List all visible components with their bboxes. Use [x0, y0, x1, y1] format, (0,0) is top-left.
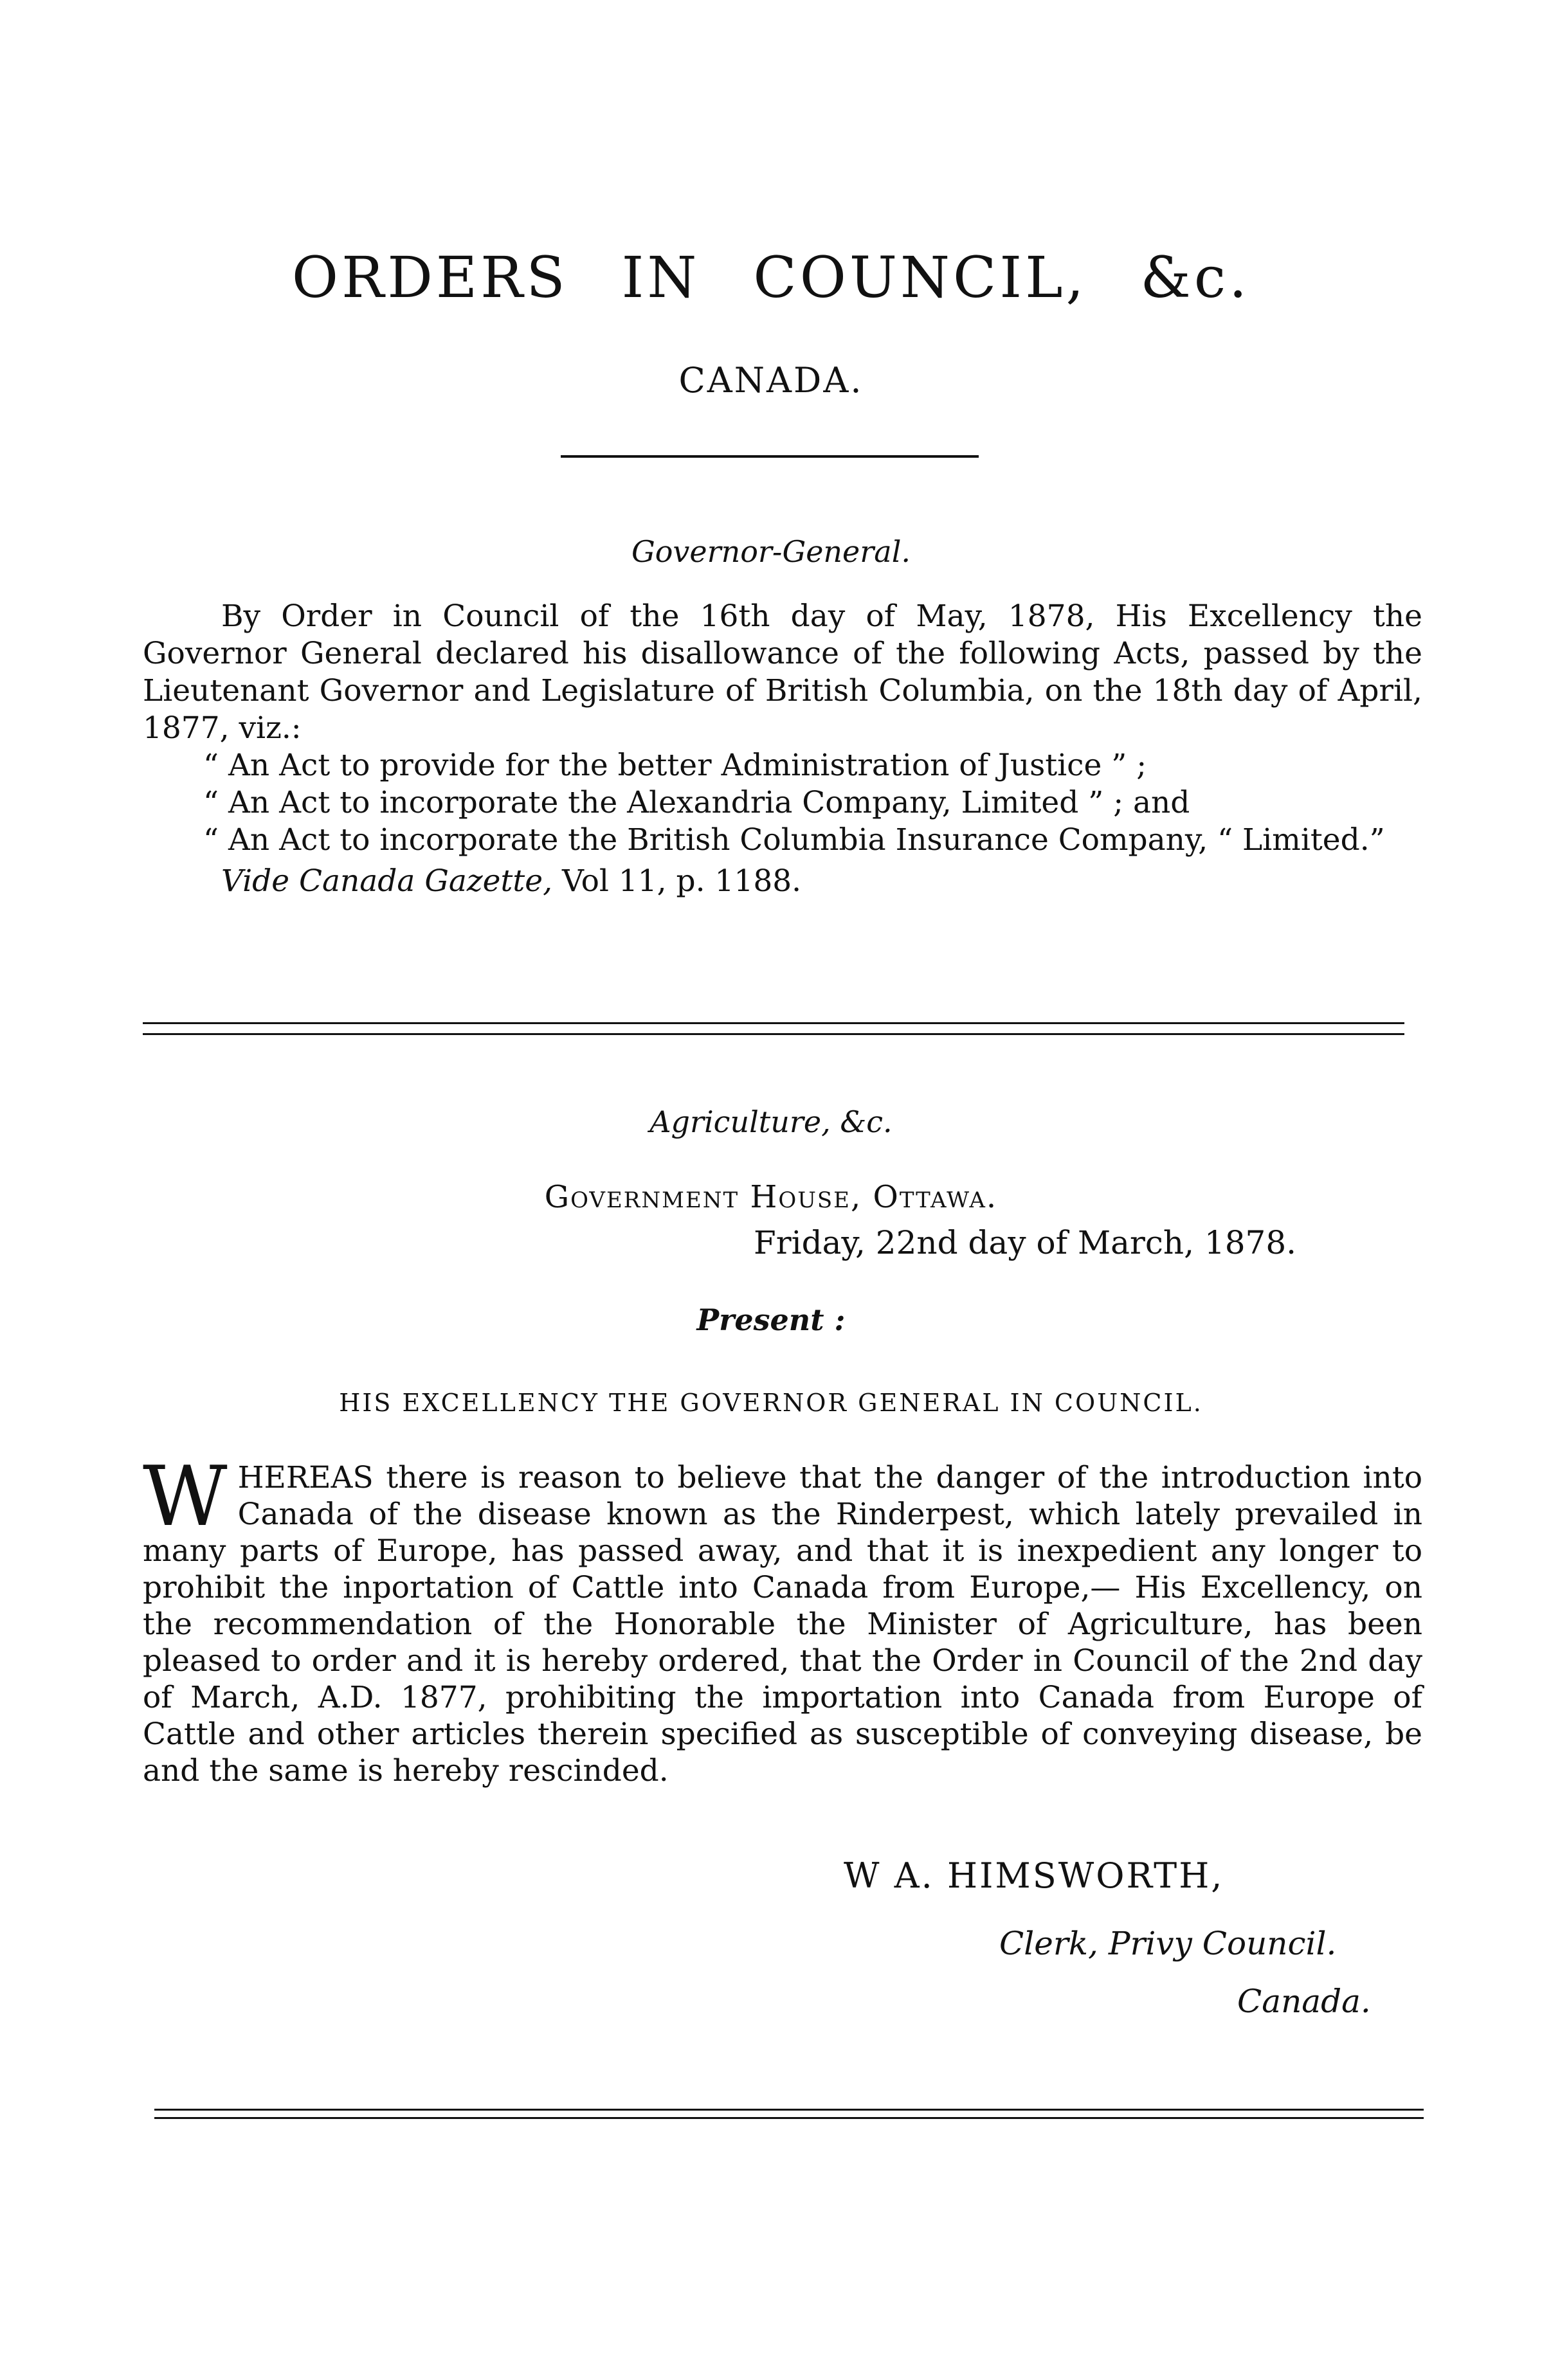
drop-cap: W — [143, 1449, 228, 1545]
whereas-paragraph — [143, 1449, 1422, 1789]
section-heading-agriculture: Agriculture, &c. — [649, 1104, 893, 1139]
act-item: “ An Act to incorporate the British Columbia Insurance Company, “ Limited.” — [203, 822, 1385, 858]
section-heading-governor-general: Governor-General. — [631, 534, 911, 569]
document-subtitle: CANADA. — [678, 360, 864, 401]
present-label: Present : — [696, 1303, 846, 1337]
reference-prefix: Vide — [221, 863, 290, 899]
act-item: “ An Act to provide for the better Administration of Justice ” ; — [203, 748, 1147, 783]
order-paragraph: By Order in Council of the 16th day of May, 1878, His Excellency the Governor General declared his disallowance of the following Acts, passed by the Lieutenant Governor and Legislature of British Columbia, on the 18th day of April, 1877, viz.: — [143, 599, 1422, 746]
council-line: HIS EXCELLENCY THE GOVERNOR GENERAL IN COUNCIL. — [339, 1389, 1203, 1417]
signatory-title: Clerk, Privy Council. — [999, 1925, 1337, 1962]
location-line: Government House, Ottawa. — [544, 1179, 998, 1215]
reference-rest: Vol 11, p. 1188. — [561, 863, 802, 899]
section-divider — [143, 1022, 1404, 1035]
whereas-body: HEREAS there is reason to believe that the danger of the introduction into Canada of the disease known as the Rinderpest, which lately prevailed in many parts of Europe, has passed away, and that it is inexpedient any longer to prohibit the inportation of Cattle into Canada from Europe,— His Excellency, on the recommendation of the Honorable the Minister of Agriculture, has been pleased to order and it is hereby ordered, that the Order in Council of the 2nd day of March, A.D. 1877, prohibiting the importation into Canada from Europe of Cattle and other articles therein specified as susceptible of conveying disease, be and the same is hereby rescinded. — [143, 1460, 1422, 1789]
reference-source: Canada Gazette, — [299, 863, 553, 899]
title-rule — [561, 455, 979, 458]
document-title: ORDERS IN COUNCIL, &c. — [291, 244, 1251, 311]
bottom-divider — [154, 2109, 1424, 2119]
act-item: “ An Act to incorporate the Alexandria Company, Limited ” ; and — [203, 785, 1190, 820]
gazette-reference — [143, 863, 1422, 900]
governor-general-order — [143, 598, 1422, 900]
date-line: Friday, 22nd day of March, 1878. — [754, 1224, 1297, 1261]
signatory-name: W A. HIMSWORTH, — [844, 1855, 1224, 1896]
signatory-place: Canada. — [1237, 1983, 1371, 2020]
